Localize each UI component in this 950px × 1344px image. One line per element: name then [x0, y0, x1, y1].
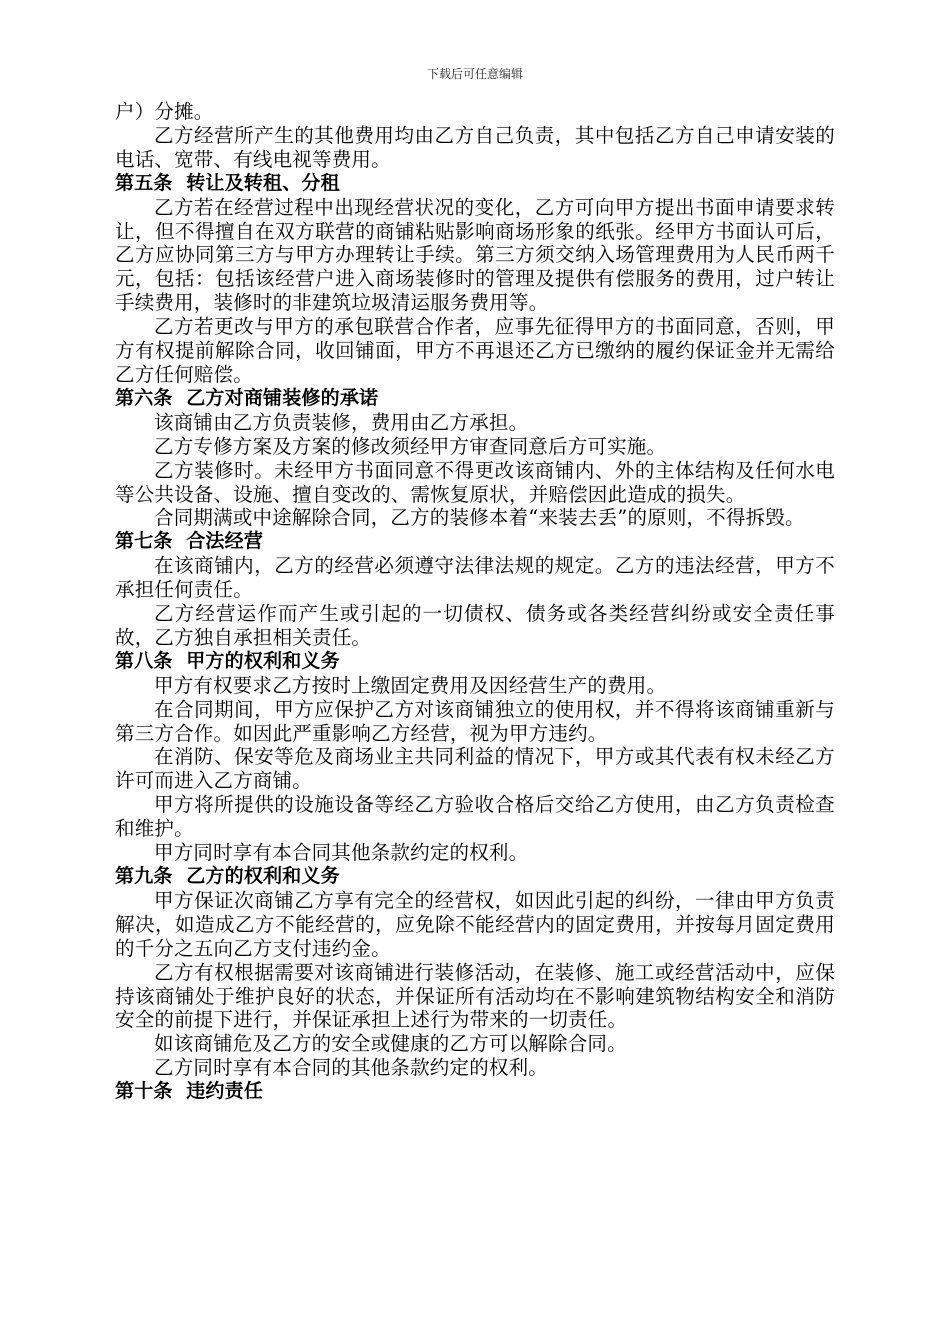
section-heading: 第八条 甲方的权利和义务 — [115, 649, 340, 672]
section-heading: 第九条 乙方的权利和义务 — [115, 865, 340, 887]
body-paragraph: 如该商铺危及乙方的安全或健康的乙方可以解除合同。 — [154, 1032, 627, 1056]
section-heading: 第十条 违约责任 — [115, 1080, 264, 1103]
section-heading: 第七条 合法经营 — [115, 530, 264, 553]
body-paragraph: 乙方若更改与甲方的承包联营合作者，应事先征得甲方的书面同意，否则，甲方有权提前解除合同，收回铺面，甲方不再退还乙方已缴纳的履约保证金并无需给乙方任何赔偿。 — [115, 315, 835, 386]
body-paragraph: 乙方同时享有本合同的其他条款约定的权利。 — [154, 1056, 549, 1080]
body-paragraph: 乙方装修时。未经甲方书面同意不得更改该商铺内、外的主体结构及任何水电等公共设备、设施、擅自变改的、需恢复原状，并赔偿因此造成的损失。 — [115, 458, 835, 506]
section-heading: 第六条 乙方对商铺装修的承诺 — [115, 386, 379, 409]
body-paragraph: 乙方专修方案及方案的修改须经甲方审查同意后方可实施。 — [154, 434, 667, 458]
body-paragraph: 在消防、保安等危及商场业主共同利益的情况下，甲方或其代表有权未经乙方许可而进入乙方商铺。 — [115, 745, 835, 793]
body-paragraph: 乙方经营运作而产生或引起的一切债权、债务或各类经营纠纷或安全责任事故，乙方独自承担相关责任。 — [115, 602, 835, 649]
body-paragraph: 乙方有权根据需要对该商铺进行装修活动，在装修、施工或经营活动中，应保持该商铺处于维护良好的状态，并保证所有活动均在不影响建筑物结构安全和消防安全的前提下进行，并保证承担上述行为带来的一切责任。 — [115, 960, 835, 1032]
body-paragraph: 在该商铺内，乙方的经营必须遵守法律法规的规定。乙方的违法经营，甲方不承担任何责任。 — [115, 554, 835, 602]
body-paragraph: 在合同期间，甲方应保护乙方对该商铺独立的使用权，并不得将该商铺重新与第三方合作。如因此严重影响乙方经营，视为甲方违约。 — [115, 697, 835, 745]
document-body — [115, 100, 835, 1104]
body-paragraph: 乙方经营所产生的其他费用均由乙方自己负责，其中包括乙方自己申请安装的电话、宽带、有线电视等费用。 — [115, 123, 835, 171]
body-paragraph: 合同期满或中途解除合同，乙方的装修本着“来装去丢”的原则，不得拆毁。 — [154, 506, 805, 530]
body-paragraph: 该商铺由乙方负责装修，费用由乙方承担。 — [154, 410, 529, 434]
body-paragraph: 甲方保证次商铺乙方享有完全的经营权，如因此引起的纠纷，一律由甲方负责解决，如造成乙方不能经营的，应免除不能经营内的固定费用，并按每月固定费用的千分之五向乙方支付违约金。 — [115, 888, 835, 960]
body-paragraph: 甲方同时享有本合同其他条款约定的权利。 — [154, 841, 529, 865]
section-heading: 第五条 转让及转租、分租 — [115, 171, 340, 194]
body-paragraph: 甲方将所提供的设施设备等经乙方验收合格后交给乙方使用，由乙方负责检查和维护。 — [115, 793, 835, 841]
body-paragraph: 户）分摊。 — [115, 100, 214, 123]
body-paragraph: 甲方有权要求乙方按时上缴固定费用及因经营生产的费用。 — [154, 673, 667, 697]
body-paragraph: 乙方若在经营过程中出现经营状况的变化，乙方可向甲方提出书面申请要求转让，但不得擅自在双方联营的商铺粘贴影响商场形象的纸张。经甲方书面认可后，乙方应协同第三方与甲方办理转让手续。第三方须交纳入场管理费用为人民币两千元，包括：包括该经营户进入商场装修时的管理及提供有偿服务的费用，过户转让手续费用，装修时的非建筑垃圾清运服务费用等。 — [115, 195, 835, 315]
page-header: 下载后可任意编辑 — [426, 67, 523, 81]
